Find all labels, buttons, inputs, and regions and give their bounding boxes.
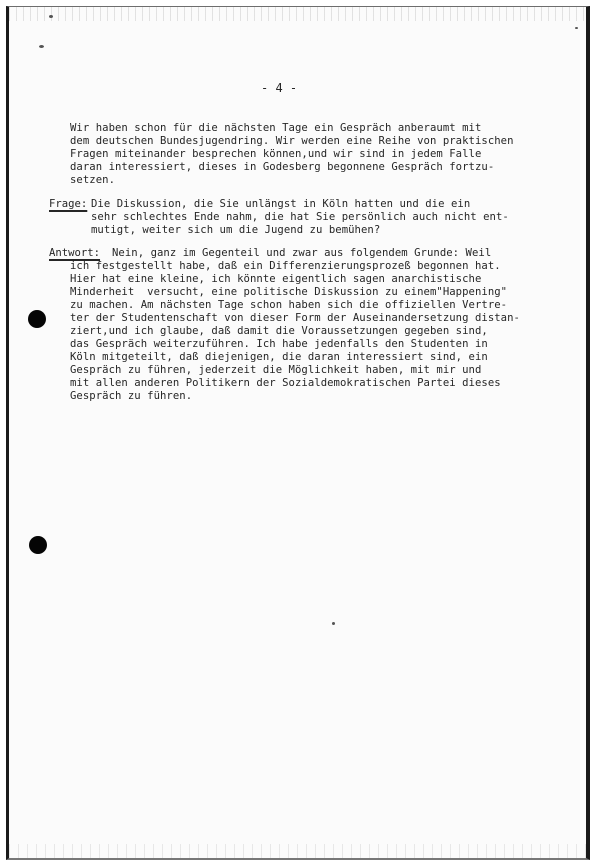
punch-hole-bottom — [29, 536, 47, 554]
answer-line: ter der Studentenschaft von dieser Form der Auseinandersetzung distan- — [70, 312, 520, 324]
question-line: mutigt, weiter sich um die Jugend zu bemühen? — [91, 224, 381, 236]
intro-line: dem deutschen Bundesjugendring. Wir werden eine Reihe von praktischen — [70, 135, 514, 147]
intro-line: setzen. — [70, 174, 115, 186]
intro-line: Wir haben schon für die nächsten Tage ein Gespräch anberaumt mit — [70, 122, 482, 134]
answer-line: Köln mitgeteilt, daß diejenigen, die daran interessiert sind, ein — [70, 351, 488, 363]
answer-line: Gespräch zu führen, jederzeit die Möglichkeit haben, mit mir und — [70, 364, 482, 376]
punch-hole-top — [28, 310, 46, 328]
question-line: Die Diskussion, die Sie unlängst in Köln hatten und die ein — [91, 198, 471, 210]
answer-line: Hier hat eine kleine, ich könnte eigentlich sagen anarchistische — [70, 273, 482, 285]
page-number: - 4 - — [261, 81, 298, 95]
answer-line: Minderheit versucht, eine politische Diskussion zu einem"Happening" — [70, 286, 508, 298]
answer-label: Antwort: — [49, 247, 101, 259]
answer-line: das Gespräch weiterzuführen. Ich habe jedenfalls den Studenten in — [70, 338, 488, 350]
answer-line: ziert,und ich glaube, daß damit die Voraussetzungen gegeben sind, — [70, 325, 488, 337]
scan-speck — [39, 45, 44, 48]
scan-noise-top — [9, 7, 586, 21]
question-label: Frage: — [49, 198, 88, 210]
document-page — [6, 6, 590, 860]
scan-speck — [332, 622, 335, 625]
question-line: sehr schlechtes Ende nahm, die hat Sie persönlich auch nicht ent- — [91, 211, 509, 223]
scan-speck — [49, 15, 53, 18]
answer-line: zu machen. Am nächsten Tage schon haben sich die offiziellen Vertre- — [70, 299, 508, 311]
scan-noise-bottom — [9, 844, 586, 858]
answer-line: mit allen anderen Politikern der Sozialdemokratischen Partei dieses — [70, 377, 501, 389]
answer-line: ich festgestellt habe, daß ein Differenzierungsprozeß begonnen hat. — [70, 260, 501, 272]
answer-line: Gespräch zu führen. — [70, 390, 193, 402]
intro-line: daran interessiert, dieses in Godesberg begonnene Gespräch fortzu- — [70, 161, 495, 173]
scan-speck — [575, 27, 578, 29]
intro-line: Fragen miteinander besprechen können,und wir sind in jedem Falle — [70, 148, 482, 160]
answer-line: Nein, ganz im Gegenteil und zwar aus folgendem Grunde: Weil — [112, 247, 492, 259]
